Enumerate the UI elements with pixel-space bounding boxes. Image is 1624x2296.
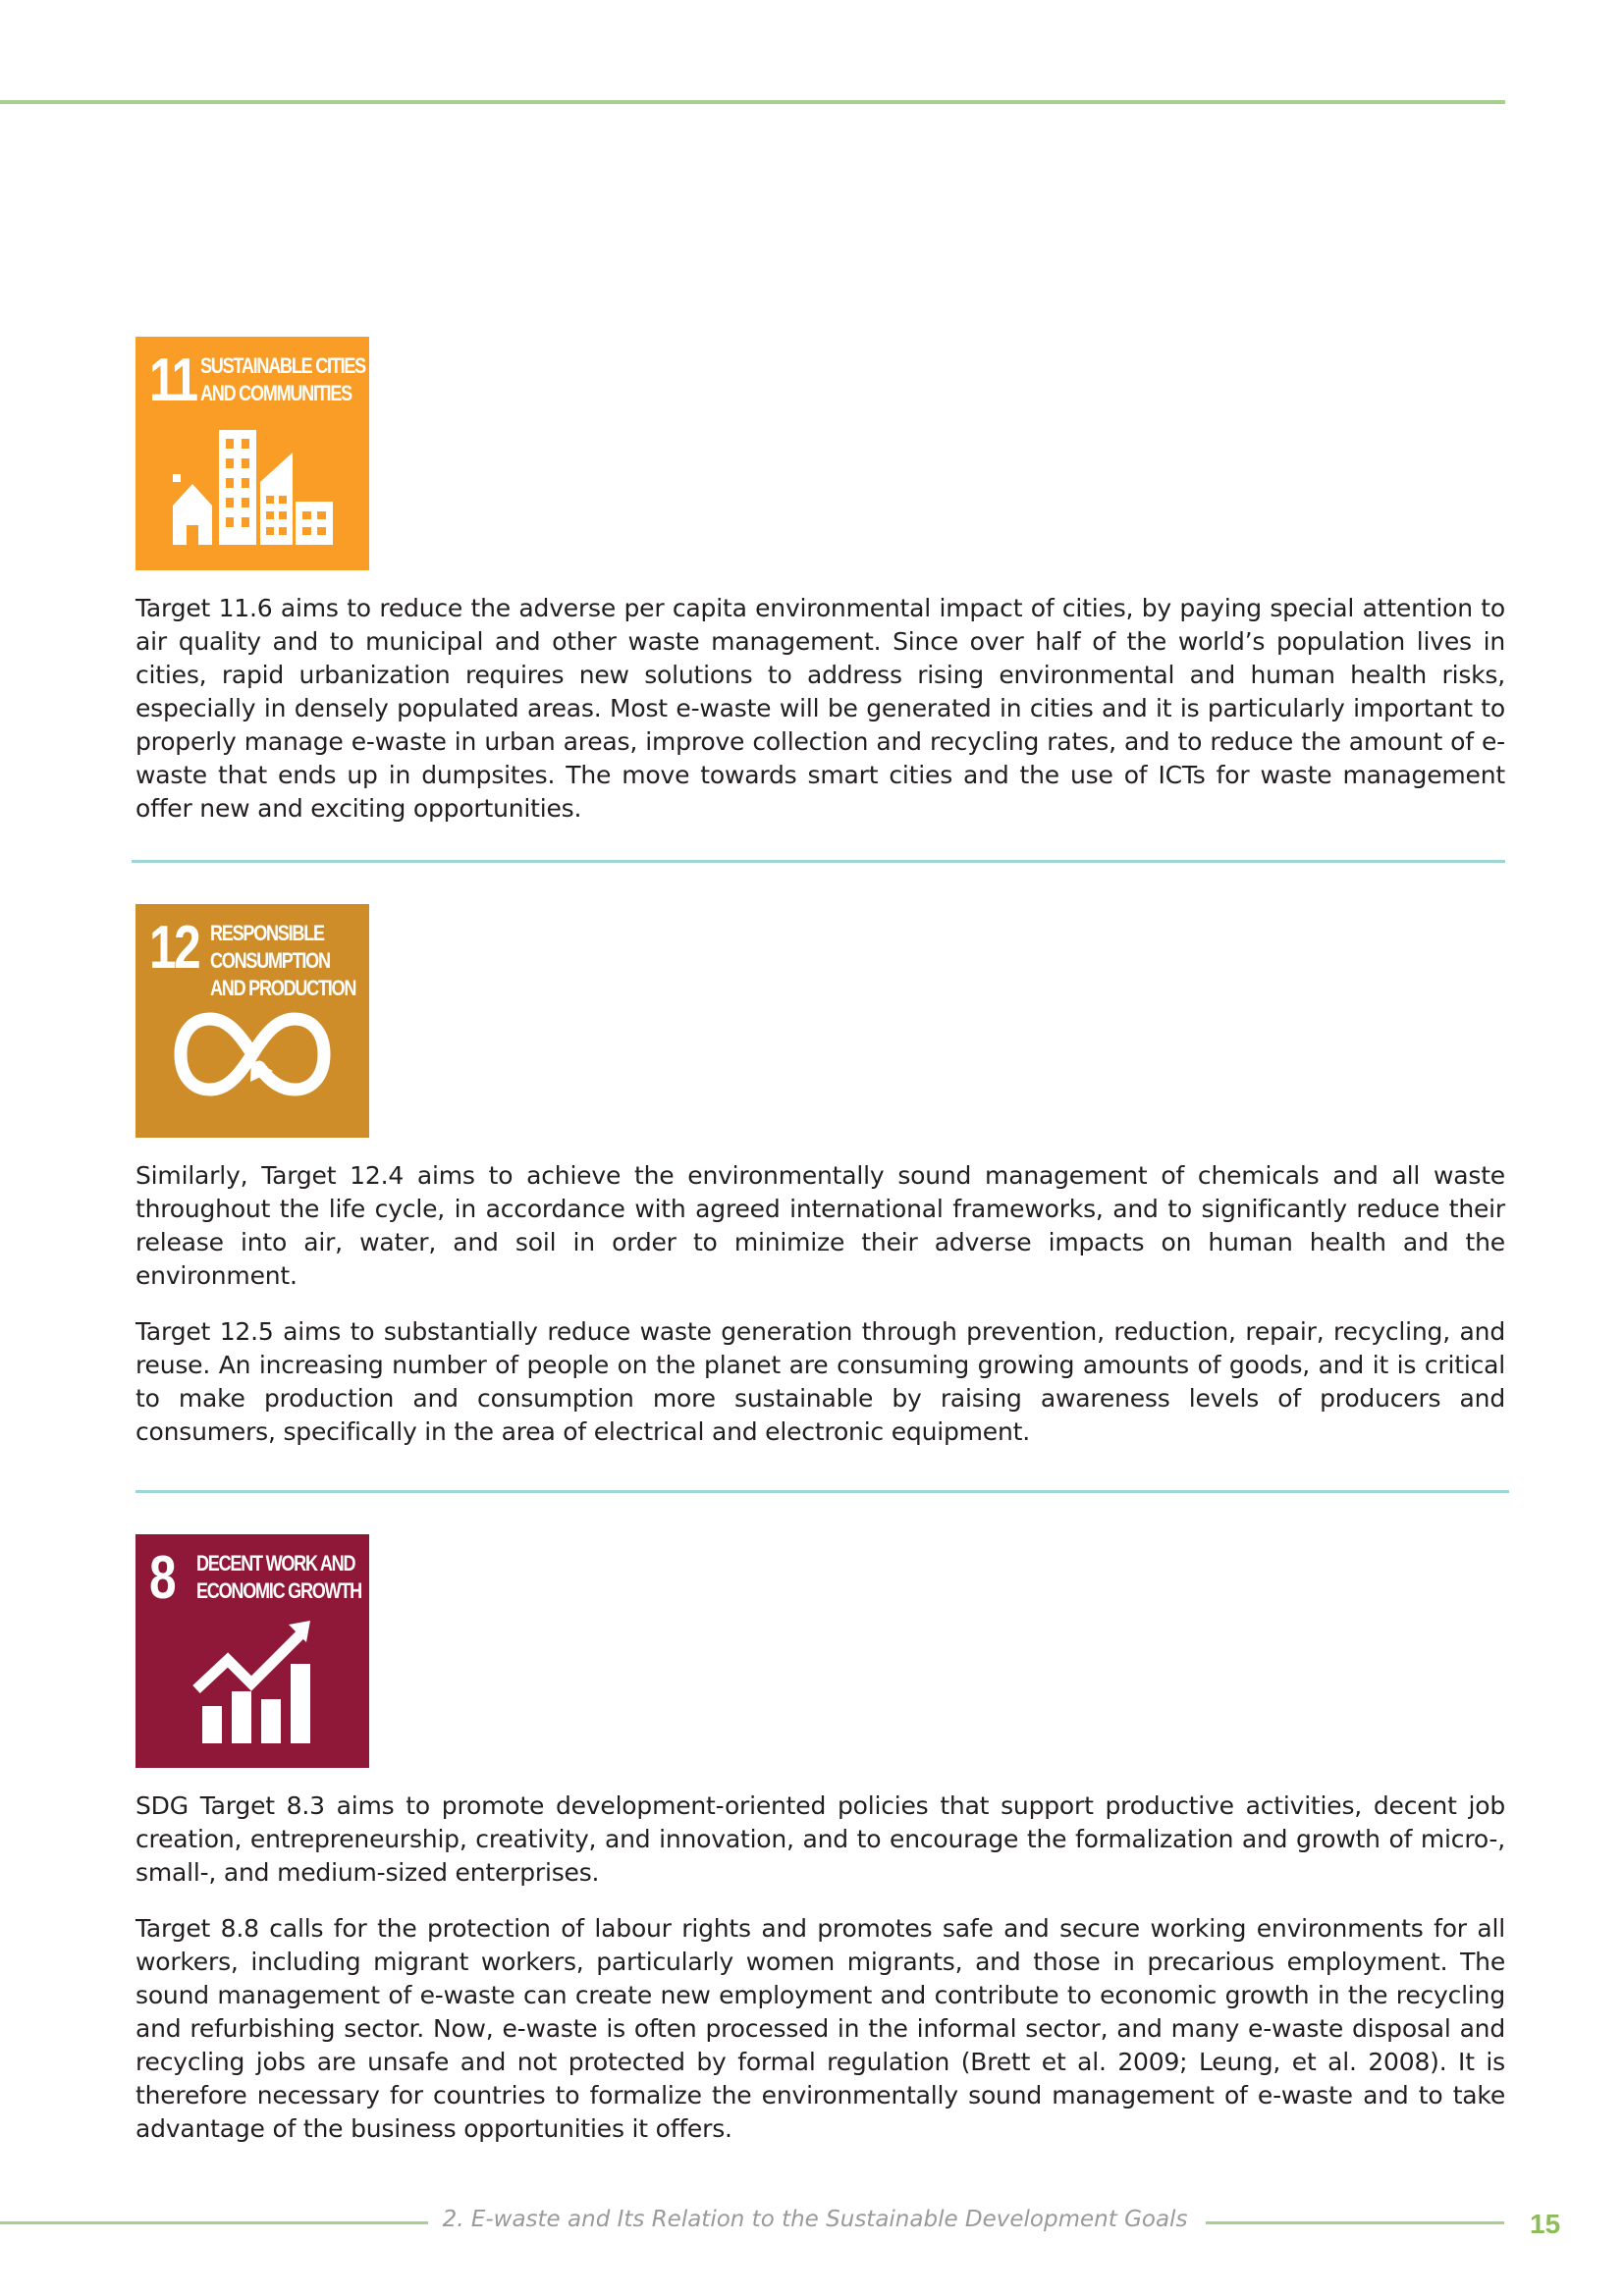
sdg-12-title-line-3: AND PRODUCTION	[210, 976, 356, 1000]
footer-rule-right	[1206, 2221, 1504, 2224]
section-divider-2	[135, 1490, 1509, 1493]
sdg-11-title-line-2: AND COMMUNITIES	[200, 381, 352, 405]
sdg-12-title-line-2: CONSUMPTION	[210, 948, 330, 973]
sdg-11-title-line-1: SUSTAINABLE CITIES	[200, 353, 365, 378]
sdg-11-title	[200, 352, 365, 407]
sdg-12-number: 12	[149, 914, 199, 982]
sdg-8-paragraph-1: SDG Target 8.3 aims to promote development-oriented policies that support productive activities, decent job creation, entrepreneurship, creativity, and innovation, and to encourage the formalization and growth of micro-, small-, and medium-sized enterprises.	[135, 1791, 1505, 1887]
top-rule	[0, 100, 1505, 104]
sdg-11-number: 11	[149, 347, 196, 414]
sdg-8-title-line-2: ECONOMIC GROWTH	[196, 1578, 361, 1603]
sdg-8-title	[196, 1550, 361, 1605]
sdg-12-icon	[135, 904, 369, 1138]
sdg-12-paragraph-2: Target 12.5 aims to substantially reduce waste generation through prevention, reduction, repair, recycling, and reuse. An increasing number of people on the planet are consuming growing amounts of goods, and it is critical to make production and consumption more sustainable by raising awareness levels of producers and consumers, specifically in the area of electrical and electronic equipment.	[135, 1317, 1505, 1446]
sdg-8-title-line-1: DECENT WORK AND	[196, 1551, 355, 1575]
sdg-12-title-line-1: RESPONSIBLE	[210, 921, 324, 945]
sdg-8-paragraph-2: Target 8.8 calls for the protection of labour rights and promotes safe and secure working environments for all workers, including migrant workers, particularly women migrants, and those in precarious employment. The sound management of e-waste can create new employment and contribute to economic growth in the recycling and refurbishing sector. Now, e-waste is often processed in the informal sector, and many e-waste disposal and recycling jobs are unsafe and not protected by formal regulation (Brett et al. 2009; Leung, et al. 2008). It is therefore necessary for countries to formalize the environmentally sound management of e-waste and to take advantage of the business opportunities it offers.	[135, 1914, 1505, 2143]
sdg-12-title	[210, 920, 355, 1002]
sdg-11-icon	[135, 337, 369, 570]
sdg-11-paragraph-1: Target 11.6 aims to reduce the adverse per capita environmental impact of cities, by paying special attention to air quality and to municipal and other waste management. Since over half of the world’s population lives in cities, rapid urbanization requires new solutions to address rising environmental and human health risks, especially in densely populated areas. Most e-waste will be generated in cities and it is particularly important to properly manage e-waste in urban areas, improve collection and recycling rates, and to reduce the amount of e-waste that ends up in dumpsites. The move towards smart cities and the use of ICTs for waste management offer new and exciting opportunities.	[135, 594, 1505, 823]
sdg-12-paragraph-1: Similarly, Target 12.4 aims to achieve the environmentally sound management of chemicals and all waste throughout the life cycle, in accordance with agreed international frameworks, and to significantly reduce their release into air, water, and soil in order to minimize their adverse impacts on human health and the environment.	[135, 1161, 1505, 1290]
page-number: 15	[1530, 2209, 1561, 2239]
section-divider-1	[132, 860, 1505, 863]
sdg-8-number: 8	[149, 1544, 175, 1612]
footer-chapter-title: 2. E-waste and Its Relation to the Sustainable Development Goals	[442, 2207, 1188, 2232]
footer-rule-left	[0, 2221, 428, 2224]
sdg-8-icon	[135, 1534, 369, 1768]
